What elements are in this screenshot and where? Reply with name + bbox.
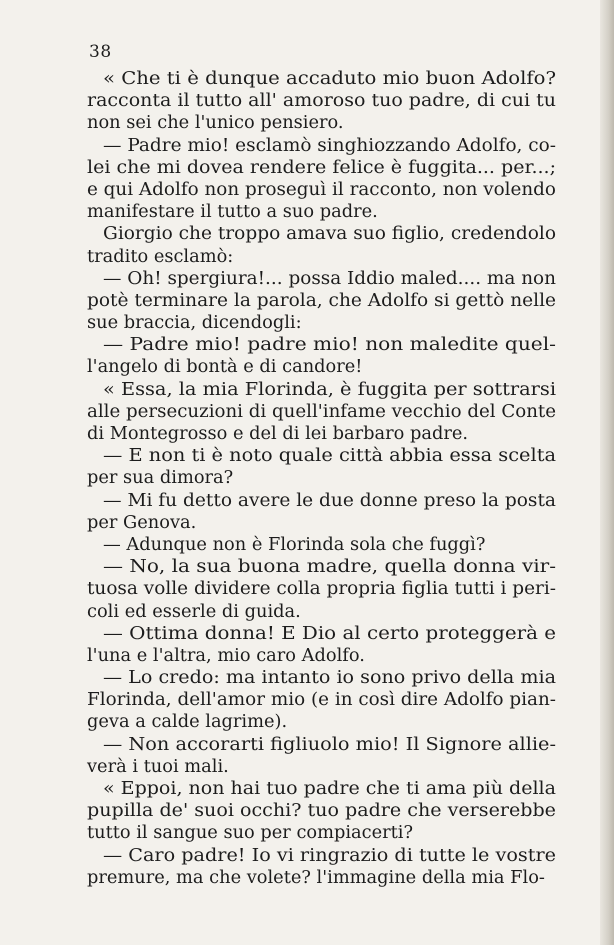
- text-line: [87, 445, 556, 467]
- text-line-content: racconta il tutto all' amoroso tuo padre, di cui tu: [87, 90, 557, 112]
- text-line: [87, 157, 556, 179]
- text-line-content: Giorgio che troppo amava suo figlio, credendolo: [103, 223, 557, 245]
- text-line-content: alle persecuzioni di quell'infame vecchio del Conte: [87, 400, 556, 422]
- text-line-content: pupilla de' suoi occhi? tuo padre che verserebbe: [87, 800, 556, 822]
- text-line: [87, 822, 556, 844]
- text-line-content: di Montegrosso e del di lei barbaro padre.: [87, 423, 469, 444]
- text-line-content: per Genova.: [87, 511, 197, 533]
- text-line-content: Florinda, dell'amor mio (e in così dire Adolfo pian-: [87, 689, 557, 711]
- text-line-content: manifestare il tutto a suo padre.: [87, 201, 378, 223]
- text-line-content: — Ottima donna! E Dio al certo proteggerà e: [103, 622, 557, 644]
- text-line-content: — Caro padre! Io vi ringrazio di tutte le vostre: [103, 844, 557, 866]
- text-line: [87, 334, 556, 356]
- text-line-content: per sua dimora?: [87, 467, 234, 489]
- text-line-content: lei che mi dovea rendere felice è fuggita... per...;: [87, 156, 557, 178]
- text-line: [87, 135, 556, 157]
- text-line: [87, 534, 556, 556]
- text-line-content: — Non accorarti figliuolo mio! Il Signore allie-: [103, 733, 556, 755]
- text-line-content: verà i tuoi mali.: [87, 755, 229, 777]
- text-line: [87, 756, 556, 778]
- body-text: [87, 68, 556, 889]
- text-line-content: coli ed esserle di guida.: [87, 600, 301, 622]
- text-line: [87, 179, 556, 201]
- text-line: [87, 379, 556, 401]
- text-line-content: tutto il sangue suo per compiacerti?: [87, 822, 413, 844]
- text-line-content: l'angelo di bontà e di candore!: [87, 356, 363, 378]
- text-line: [87, 90, 556, 112]
- text-line: [87, 734, 556, 756]
- text-line-content: premure, ma che volete? l'immagine della mia Flo-: [87, 866, 545, 888]
- text-line: [87, 223, 556, 245]
- text-line: [87, 246, 556, 268]
- text-line-content: sue braccia, dicendogli:: [87, 312, 302, 334]
- text-line-content: potè terminare la parola, che Adolfo si gettò nelle: [87, 289, 556, 311]
- text-line-content: « Eppoi, non hai tuo padre che ti ama più della: [103, 778, 556, 799]
- text-line: [87, 689, 556, 711]
- text-line-content: « Che ti è dunque accaduto mio buon Adolfo?: [103, 68, 556, 89]
- text-line: [87, 623, 556, 645]
- text-line-content: — Padre mio! esclamò singhiozzando Adolfo, co-: [103, 134, 556, 156]
- text-line-content: « Essa, la mia Florinda, è fuggita per sottrarsi: [103, 378, 557, 400]
- text-line: [87, 512, 556, 534]
- text-line-content: — No, la sua buona madre, quella donna vir-: [103, 556, 557, 578]
- text-line: [87, 800, 556, 822]
- text-line: [87, 556, 556, 578]
- text-line-content: non sei che l'unico pensiero.: [87, 112, 344, 134]
- text-line: [87, 578, 556, 600]
- text-line-content: tradito esclamò:: [87, 245, 234, 267]
- text-line: [87, 423, 556, 445]
- text-line-content: — Lo credo: ma intanto io sono privo della mia: [103, 667, 557, 689]
- text-line-content: — Mi fu detto avere le due donne preso la posta: [103, 489, 556, 511]
- text-line-content: — E non ti è noto quale città abbia essa scelta: [103, 445, 557, 467]
- text-line: [87, 467, 556, 489]
- text-line: [87, 68, 556, 90]
- text-line: [87, 112, 556, 134]
- text-line: [87, 401, 556, 423]
- text-line: [87, 867, 556, 889]
- text-line: [87, 290, 556, 312]
- text-line: [87, 845, 556, 867]
- text-line-content: — Adunque non è Florinda sola che fuggì?: [103, 533, 486, 555]
- text-line-content: — Oh! spergiura!... possa Iddio maled.... ma non: [103, 267, 557, 289]
- text-line: [87, 201, 556, 223]
- text-line-content: tuosa volle dividere colla propria figlia tutti i peri-: [87, 578, 556, 600]
- page-number: 38: [89, 42, 112, 62]
- text-line: [87, 268, 556, 290]
- text-line: [87, 667, 556, 689]
- page-edge: [600, 0, 614, 945]
- text-line: [87, 778, 556, 800]
- text-line: [87, 601, 556, 623]
- text-line-content: — Padre mio! padre mio! non maledite quel-: [103, 334, 556, 356]
- text-line: [87, 711, 556, 733]
- text-line: [87, 645, 556, 667]
- text-line-content: geva a calde lagrime).: [87, 711, 288, 733]
- text-line: [87, 312, 556, 334]
- text-line-content: l'una e l'altra, mio caro Adolfo.: [87, 644, 365, 666]
- text-line: [87, 490, 556, 512]
- text-line: [87, 356, 556, 378]
- text-line-content: e qui Adolfo non proseguì il racconto, non volendo: [87, 178, 556, 200]
